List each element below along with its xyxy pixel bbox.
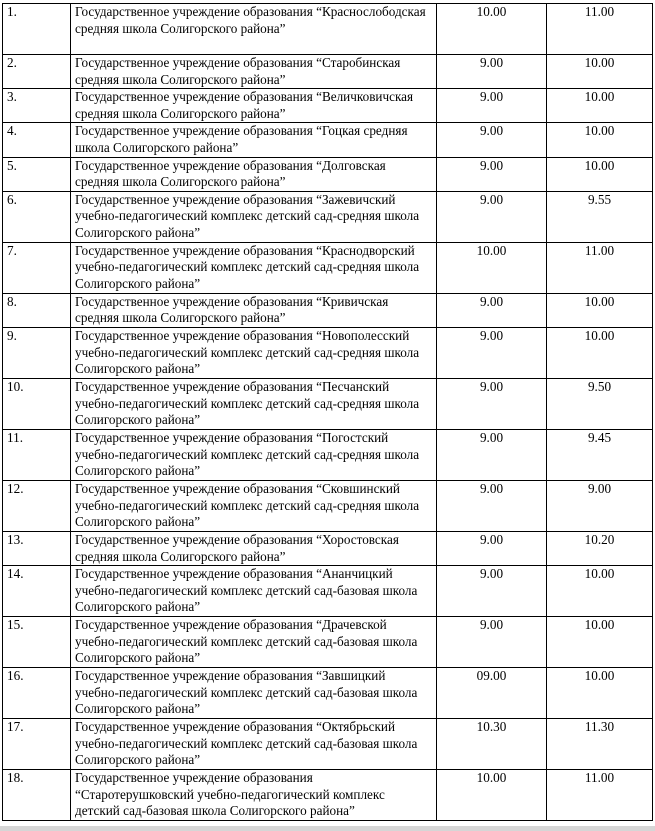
institution-name-cell: Государственное учреждение образования “Краснодворский учебно-педагогический комплекс детский сад-средняя школа Солигорского района”: [71, 242, 437, 293]
start-time-cell: 9.00: [437, 566, 547, 617]
start-time-cell: 9.00: [437, 531, 547, 565]
row-number-cell: 8.: [3, 293, 71, 327]
end-time-cell: 9.45: [547, 429, 653, 480]
institution-name-cell: Государственное учреждение образования “Кривичская средняя школа Солигорского района”: [71, 293, 437, 327]
table-row: [3, 531, 653, 565]
end-time-cell: 9.55: [547, 191, 653, 242]
row-number-cell: 14.: [3, 566, 71, 617]
row-number-cell: 7.: [3, 242, 71, 293]
row-number-cell: 11.: [3, 429, 71, 480]
table-row: [3, 566, 653, 617]
row-number-cell: 5.: [3, 157, 71, 191]
table-row: [3, 293, 653, 327]
institution-name-cell: Государственное учреждение образования “Зажевичский учебно-педагогический комплекс детский сад-средняя школа Солигорского района”: [71, 191, 437, 242]
start-time-cell: 9.00: [437, 157, 547, 191]
institution-name-cell: Государственное учреждение образования “Погостский учебно-педагогический комплекс детский сад-средняя школа Солигорского района”: [71, 429, 437, 480]
start-time-cell: 9.00: [437, 89, 547, 123]
institution-name-cell: Государственное учреждение образования “Величковичская средняя школа Солигорского района”: [71, 89, 437, 123]
schools-schedule-table: [2, 3, 653, 821]
end-time-cell: 11.30: [547, 719, 653, 770]
start-time-cell: 10.00: [437, 770, 547, 821]
end-time-cell: 10.00: [547, 55, 653, 89]
institution-name-cell: Государственное учреждение образования “Ананчицкий учебно-педагогический комплекс детский сад-базовая школа Солигорского района”: [71, 566, 437, 617]
row-number-cell: 12.: [3, 480, 71, 531]
institution-name-cell: Государственное учреждение образования “Драчевской учебно-педагогический комплекс детский сад-базовая школа Солигорского района”: [71, 617, 437, 668]
table-row: [3, 378, 653, 429]
institution-name-cell: Государственное учреждение образования “Завшицкий учебно-педагогический комплекс детский сад-базовая школа Солигорского района”: [71, 668, 437, 719]
table-row: [3, 617, 653, 668]
row-number-cell: 4.: [3, 123, 71, 157]
end-time-cell: 10.00: [547, 617, 653, 668]
row-number-cell: 18.: [3, 770, 71, 821]
end-time-cell: 9.50: [547, 378, 653, 429]
institution-name-cell: Государственное учреждение образования “Сковшинский учебно-педагогический комплекс детский сад-средняя школа Солигорского района”: [71, 480, 437, 531]
table-row: [3, 719, 653, 770]
institution-name-cell: Государственное учреждение образования “Старобинская средняя школа Солигорского района”: [71, 55, 437, 89]
start-time-cell: 9.00: [437, 327, 547, 378]
row-number-cell: 2.: [3, 55, 71, 89]
start-time-cell: 9.00: [437, 55, 547, 89]
row-number-cell: 3.: [3, 89, 71, 123]
start-time-cell: 10.00: [437, 4, 547, 55]
start-time-cell: 9.00: [437, 617, 547, 668]
end-time-cell: 10.00: [547, 123, 653, 157]
start-time-cell: 9.00: [437, 378, 547, 429]
table-body: [3, 4, 653, 821]
table-row: [3, 191, 653, 242]
start-time-cell: 9.00: [437, 191, 547, 242]
row-number-cell: 1.: [3, 4, 71, 55]
row-number-cell: 10.: [3, 378, 71, 429]
table-row: [3, 242, 653, 293]
institution-name-cell: Государственное учреждение образования “Долговская средняя школа Солигорского района”: [71, 157, 437, 191]
start-time-cell: 09.00: [437, 668, 547, 719]
end-time-cell: 10.00: [547, 157, 653, 191]
table-row: [3, 327, 653, 378]
table-row: [3, 157, 653, 191]
institution-name-cell: Государственное учреждение образования “Гоцкая средняя школа Солигорского района”: [71, 123, 437, 157]
table-row: [3, 123, 653, 157]
end-time-cell: 10.00: [547, 566, 653, 617]
end-time-cell: 11.00: [547, 4, 653, 55]
start-time-cell: 10.30: [437, 719, 547, 770]
institution-name-cell: Государственное учреждение образования “Старотерушковский учебно-педагогический комплекс детский сад-базовая школа Солигорского района”: [71, 770, 437, 821]
row-number-cell: 15.: [3, 617, 71, 668]
start-time-cell: 9.00: [437, 293, 547, 327]
table-row: [3, 480, 653, 531]
row-number-cell: 17.: [3, 719, 71, 770]
start-time-cell: 9.00: [437, 123, 547, 157]
start-time-cell: 9.00: [437, 480, 547, 531]
end-time-cell: 9.00: [547, 480, 653, 531]
end-time-cell: 11.00: [547, 770, 653, 821]
row-number-cell: 9.: [3, 327, 71, 378]
end-time-cell: 11.00: [547, 242, 653, 293]
table-row: [3, 668, 653, 719]
institution-name-cell: Государственное учреждение образования “Октябрьский учебно-педагогический комплекс детский сад-базовая школа Солигорского района”: [71, 719, 437, 770]
end-time-cell: 10.00: [547, 89, 653, 123]
row-number-cell: 13.: [3, 531, 71, 565]
table-row: [3, 4, 653, 55]
end-time-cell: 10.00: [547, 668, 653, 719]
institution-name-cell: Государственное учреждение образования “Новополесский учебно-педагогический комплекс детский сад-средняя школа Солигорского района”: [71, 327, 437, 378]
institution-name-cell: Государственное учреждение образования “Краснослободская средняя школа Солигорского района”: [71, 4, 437, 55]
start-time-cell: 10.00: [437, 242, 547, 293]
table-row: [3, 770, 653, 821]
table-row: [3, 55, 653, 89]
row-number-cell: 6.: [3, 191, 71, 242]
table-row: [3, 89, 653, 123]
bottom-scroll-strip: [0, 826, 655, 831]
end-time-cell: 10.00: [547, 327, 653, 378]
institution-name-cell: Государственное учреждение образования “Песчанский учебно-педагогический комплекс детский сад-средняя школа Солигорского района”: [71, 378, 437, 429]
end-time-cell: 10.00: [547, 293, 653, 327]
end-time-cell: 10.20: [547, 531, 653, 565]
table-row: [3, 429, 653, 480]
institution-name-cell: Государственное учреждение образования “Хоростовская средняя школа Солигорского района”: [71, 531, 437, 565]
start-time-cell: 9.00: [437, 429, 547, 480]
row-number-cell: 16.: [3, 668, 71, 719]
